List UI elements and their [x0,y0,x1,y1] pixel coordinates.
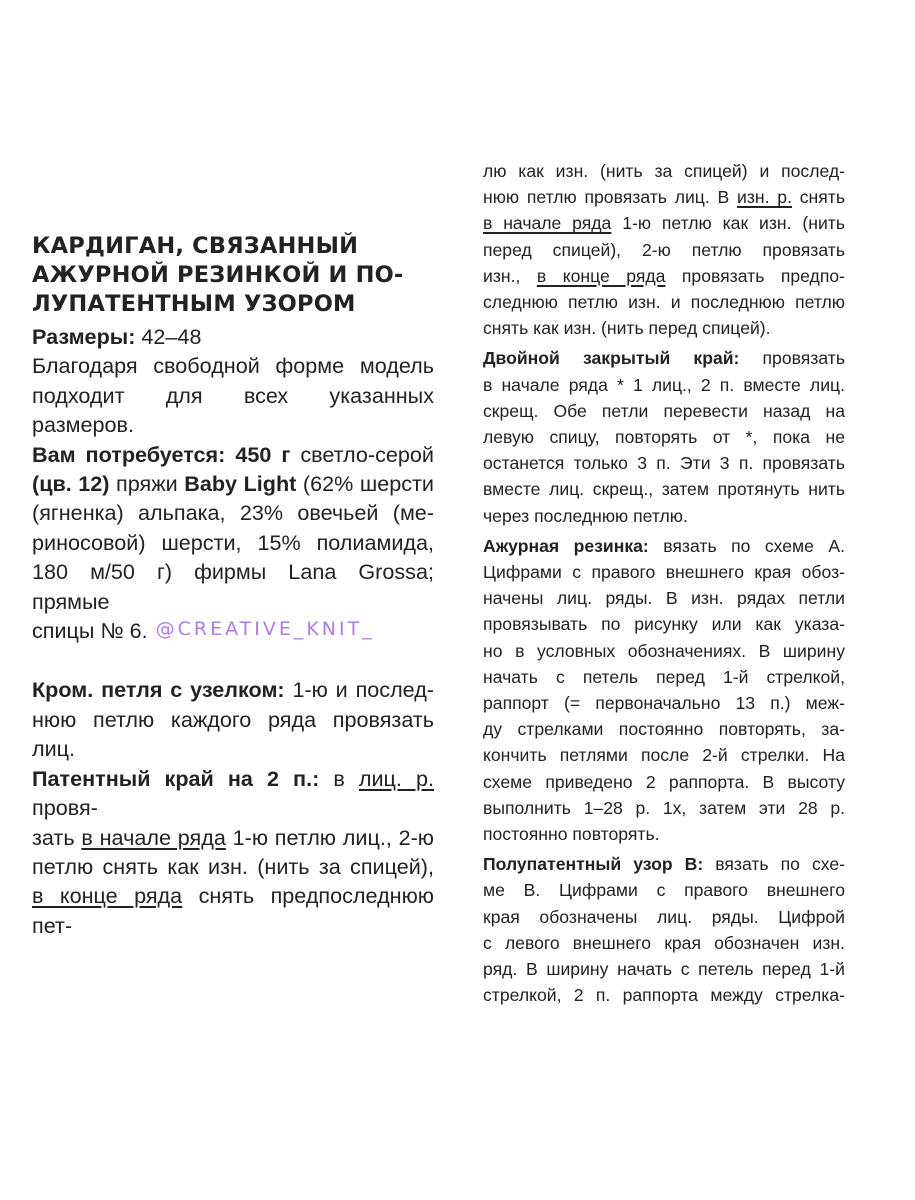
underlined-term: в конце ряда [32,883,183,909]
double-edge-line: левую спицу, повторять от *, пока не [483,427,845,448]
openwork-rib-line: схеме приведено 2 раппорта. В высоту [483,771,845,792]
double-edge-line [483,345,845,371]
materials-line [32,469,434,498]
double-edge-line: вместе лиц. скрещ., затем протянуть нить [483,479,845,500]
continued-text: провязать предпо- [665,265,845,286]
half-patent-line: с левого внешнего края обозначен изн. [483,932,845,953]
continued-line: следнюю петлю изн. и последнюю петлю [483,292,845,313]
openwork-rib-line: раппорт (= первоначально 13 п.) меж- [483,693,845,714]
left-column [32,232,434,940]
materials-text: светло-серой [290,441,434,467]
sizes-label: Размеры: [32,324,136,349]
openwork-rib-text: вязать по схеме А. [648,535,845,556]
title-line: КАРДИГАН, СВЯЗАННЫЙ [32,233,359,259]
watermark: @CREATIVE_KNIT_ [155,618,375,641]
title-line: ЛУПАТЕНТНЫМ УЗОРОМ [32,291,356,317]
materials-text: спицы № 6. [32,618,148,644]
openwork-rib-paragraph [483,533,845,847]
intro-paragraph [32,351,434,439]
patent-edge-paragraph [32,764,434,940]
double-edge-line: скрещ. Обе петли перевести назад на [483,400,845,421]
underlined-term: в конце ряда [536,265,666,286]
double-edge-paragraph [483,345,845,528]
patent-edge-line [32,823,434,852]
intro-line: Благодаря свободной форме модель [32,353,434,379]
double-edge-line: через последнюю петлю. [483,505,688,526]
half-patent-line: края обозначены лиц. ряды. Цифрой [483,906,845,927]
openwork-rib-line: постоянно повторять. [483,824,660,845]
patent-edge-text: провя- [32,795,98,821]
materials-line: риносовой) шерсти, 15% полиамида, [32,529,434,555]
half-patent-line [483,851,845,877]
continued-line [483,184,845,210]
continued-line [483,210,845,236]
openwork-rib-line: но в условных обозначениях. В ширину [483,640,845,661]
edge-stitch-line [32,675,434,704]
materials-text: (62% шерсти [296,471,434,497]
continued-text: изн., [483,265,537,286]
openwork-rib-line: Цифрами с правого внешнего края обоз- [483,562,845,583]
title-line: АЖУРНОЙ РЕЗИНКОЙ И ПО- [32,262,404,288]
openwork-rib-line: выполнить 1–28 р. 1х, затем эти 28 р. [483,797,845,818]
openwork-rib-line: ду стрелками постоянно повторять, за- [483,719,845,740]
continued-line: лю как изн. (нить за спицей) и послед- [483,161,845,181]
openwork-rib-label: Ажурная резинка: [483,535,649,556]
right-column [483,158,845,1009]
patent-edge-line [32,764,434,823]
openwork-rib-line: начать с петель перед 1-й стрелкой, [483,666,845,687]
article-title [32,232,434,319]
materials-line: 180 м/50 г) фирмы Lana Grossa; прямые [32,559,434,614]
patent-edge-line [32,881,434,940]
edge-stitch-label: Кром. петля с узелком: [32,677,285,703]
underlined-term: в начале ряда [483,213,612,234]
half-patent-line: ряд. В ширину начать с петель перед 1-й [483,959,845,980]
patent-edge-line: петлю снять как изн. (нить за спицей), [32,853,434,879]
continued-text: снять [791,187,845,208]
materials-line: (ягненка) альпака, 23% овечьей (ме- [32,500,434,526]
patent-edge-continued [483,158,845,341]
patent-edge-text: 1-ю петлю лиц., 2-ю [225,824,435,850]
openwork-rib-line: начены лиц. ряды. В изн. рядах петли [483,588,845,609]
materials-paragraph [32,440,434,648]
half-patent-line: стрелкой, 2 п. раппорта между стрелка- [483,985,845,1006]
materials-line [32,440,434,469]
yarn-name: Baby Light [184,471,297,497]
patent-edge-label: Патентный край на 2 п.: [32,765,320,791]
spacer [32,647,434,675]
double-edge-text: провязать [739,348,845,369]
underlined-term: лиц. р. [358,765,434,791]
sizes-paragraph [32,322,434,351]
continued-line: снять как изн. (нить перед спицей). [483,318,771,339]
edge-stitch-paragraph [32,675,434,763]
sizes-value: 42–48 [135,324,202,349]
color-label: (цв. 12) [32,471,110,497]
materials-line [32,616,434,647]
patent-edge-text: зать [32,824,82,850]
openwork-rib-line: кончить петлями после 2-й стрелки. На [483,745,845,766]
materials-label: Вам потребуется: 450 г [32,441,291,467]
materials-text: пряжи [109,471,185,497]
half-patent-paragraph [483,851,845,1008]
intro-line: подходит для всех указанных размеров. [32,382,434,438]
continued-text: нюю петлю провязать лиц. В [483,187,738,208]
underlined-term: в начале ряда [81,824,226,850]
double-edge-line: в начале ряда * 1 лиц., 2 п. вместе лиц. [483,374,845,395]
openwork-rib-line [483,533,845,559]
edge-stitch-text: 1-ю и послед- [284,677,434,703]
double-edge-label: Двойной закрытый край: [483,348,740,369]
continued-line: перед спицей), 2-ю петлю провязать [483,239,845,260]
double-edge-line: останется только 3 п. Эти 3 п. провязать [483,453,845,474]
openwork-rib-line: провязывать по рисунку или как указа- [483,614,845,635]
continued-text: 1-ю петлю как изн. (нить [611,213,845,234]
continued-line [483,263,845,289]
half-patent-label: Полупатентный узор В: [483,854,704,875]
half-patent-text: вязать по схе- [703,854,845,875]
underlined-term: изн. р. [737,187,792,208]
half-patent-line: ме В. Цифрами с правого внешнего [483,880,845,901]
patent-edge-text: в [319,765,359,791]
edge-stitch-line: нюю петлю каждого ряда провязать лиц. [32,706,434,762]
patent-edge-text: снять предпоследнюю пет- [32,883,434,938]
